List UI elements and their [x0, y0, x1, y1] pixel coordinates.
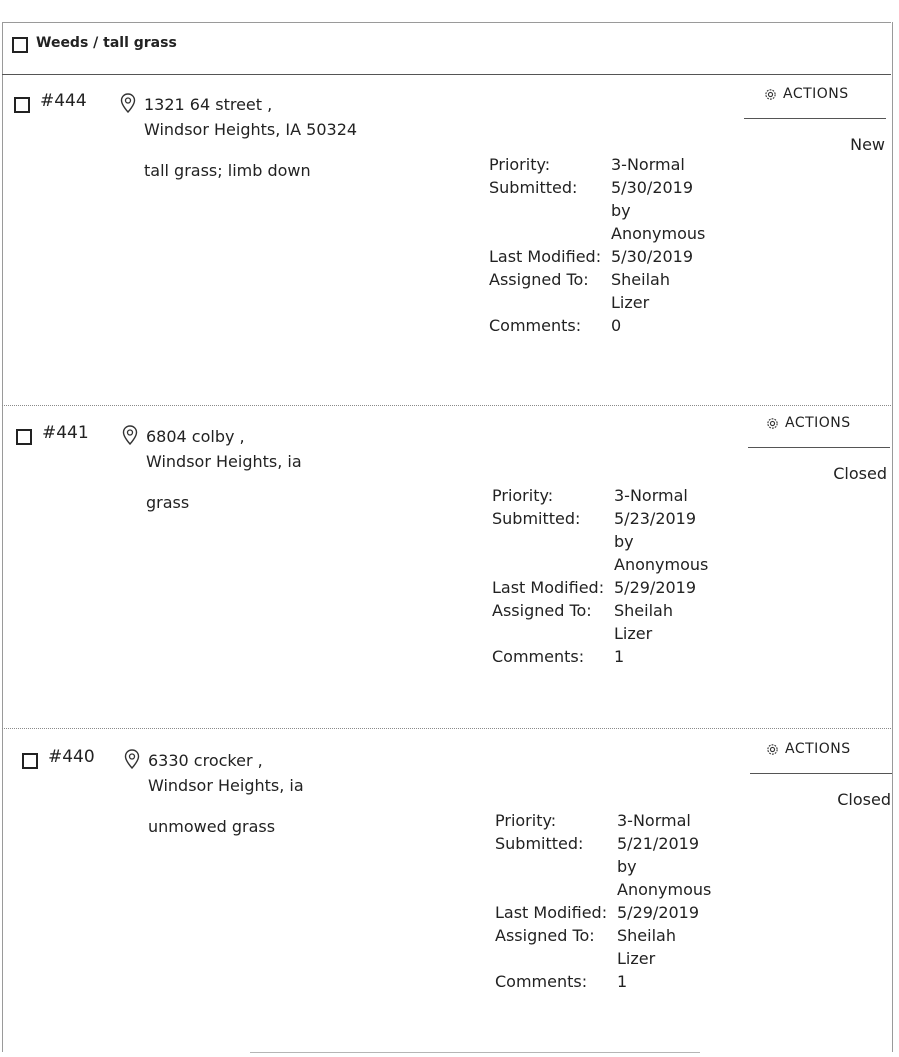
priority-value: 3-Normal	[614, 486, 688, 505]
gear-icon	[766, 743, 779, 756]
submitted-date: 5/23/2019	[614, 509, 697, 528]
submitted-label: Submitted:	[489, 178, 578, 197]
comments-label: Comments:	[489, 316, 582, 335]
submitted-date: 5/30/2019	[611, 178, 694, 197]
comments-row	[495, 970, 711, 993]
record-details	[492, 484, 708, 668]
submitted-row	[489, 176, 705, 245]
assigned-first-name: Sheilah	[617, 926, 676, 945]
actions-underline	[748, 447, 890, 448]
last-modified-value: 5/29/2019	[617, 903, 700, 922]
priority-value: 3-Normal	[611, 155, 685, 174]
comments-label: Comments:	[495, 972, 588, 991]
comments-count: 1	[617, 972, 628, 991]
record-checkbox[interactable]	[14, 97, 30, 113]
submitted-value	[617, 832, 711, 901]
gear-icon	[766, 417, 779, 430]
record-address	[148, 748, 304, 798]
submitted-by-label: by	[611, 201, 631, 220]
category-label: Weeds / tall grass	[36, 35, 177, 51]
actions-button[interactable]	[764, 86, 849, 102]
comments-count: 0	[611, 316, 622, 335]
submitted-label: Submitted:	[492, 509, 581, 528]
request-record	[2, 729, 891, 1051]
last-modified-value: 5/29/2019	[614, 578, 697, 597]
request-record	[2, 75, 891, 406]
priority-label: Priority:	[495, 811, 557, 830]
map-pin-icon	[122, 425, 138, 445]
assigned-last-name: Lizer	[611, 293, 650, 312]
actions-label: ACTIONS	[785, 741, 851, 757]
record-address	[144, 92, 357, 142]
submitted-by-label: by	[617, 857, 637, 876]
priority-value: 3-Normal	[617, 811, 691, 830]
assigned-last-name: Lizer	[617, 949, 656, 968]
assigned-value	[614, 599, 673, 645]
actions-label: ACTIONS	[785, 415, 851, 431]
last-modified-row	[492, 576, 708, 599]
request-record	[2, 406, 891, 729]
record-address	[146, 424, 302, 474]
record-checkbox[interactable]	[16, 429, 32, 445]
assigned-value	[611, 268, 670, 314]
last-modified-label: Last Modified:	[492, 578, 605, 597]
assigned-label: Assigned To:	[495, 926, 595, 945]
last-modified-label: Last Modified:	[489, 247, 602, 266]
submitted-by-value: Anonymous	[611, 224, 706, 243]
record-details	[489, 153, 705, 337]
category-header	[2, 22, 891, 75]
record-checkbox[interactable]	[22, 753, 38, 769]
assigned-label: Assigned To:	[492, 601, 592, 620]
actions-button[interactable]	[766, 741, 851, 757]
map-pin-icon	[120, 93, 136, 113]
map-pin-icon	[124, 749, 140, 769]
comments-count: 1	[614, 647, 625, 666]
assigned-label: Assigned To:	[489, 270, 589, 289]
status-badge: New	[850, 135, 885, 154]
record-details	[495, 809, 711, 993]
comments-row	[492, 645, 708, 668]
status-badge: Closed	[837, 790, 891, 809]
submitted-value	[614, 507, 708, 576]
assigned-first-name: Sheilah	[614, 601, 673, 620]
assigned-row	[492, 599, 708, 645]
comments-row	[489, 314, 705, 337]
record-number[interactable]: #441	[42, 423, 89, 443]
last-modified-label: Last Modified:	[495, 903, 608, 922]
submitted-date: 5/21/2019	[617, 834, 700, 853]
submitted-by-label: by	[614, 532, 634, 551]
address-line-1: 6804 colby ,	[146, 427, 245, 446]
gear-icon	[764, 88, 777, 101]
priority-row	[492, 484, 708, 507]
assigned-row	[495, 924, 711, 970]
priority-label: Priority:	[489, 155, 551, 174]
address-line-1: 1321 64 street ,	[144, 95, 273, 114]
record-description: grass	[146, 493, 190, 512]
assigned-value	[617, 924, 676, 970]
address-line-2: Windsor Heights, IA 50324	[144, 120, 358, 139]
record-number[interactable]: #444	[40, 91, 87, 111]
address-line-2: Windsor Heights, ia	[146, 452, 302, 471]
submitted-value	[611, 176, 705, 245]
address-line-2: Windsor Heights, ia	[148, 776, 304, 795]
last-modified-row	[495, 901, 711, 924]
actions-underline	[744, 118, 886, 119]
assigned-row	[489, 268, 705, 314]
actions-label: ACTIONS	[783, 86, 849, 102]
priority-label: Priority:	[492, 486, 554, 505]
actions-button[interactable]	[766, 415, 851, 431]
last-modified-row	[489, 245, 705, 268]
submitted-by-value: Anonymous	[614, 555, 709, 574]
submitted-row	[495, 832, 711, 901]
assigned-first-name: Sheilah	[611, 270, 670, 289]
record-description: tall grass; limb down	[144, 161, 311, 180]
status-badge: Closed	[833, 464, 887, 483]
frame-bottom-border	[250, 1052, 700, 1053]
submitted-label: Submitted:	[495, 834, 584, 853]
last-modified-value: 5/30/2019	[611, 247, 694, 266]
address-line-1: 6330 crocker ,	[148, 751, 263, 770]
submitted-by-value: Anonymous	[617, 880, 712, 899]
submitted-row	[492, 507, 708, 576]
assigned-last-name: Lizer	[614, 624, 653, 643]
comments-label: Comments:	[492, 647, 585, 666]
priority-row	[489, 153, 705, 176]
actions-underline	[750, 773, 892, 774]
record-description: unmowed grass	[148, 817, 276, 836]
record-number[interactable]: #440	[48, 747, 95, 767]
select-all-checkbox[interactable]	[12, 37, 28, 53]
priority-row	[495, 809, 711, 832]
